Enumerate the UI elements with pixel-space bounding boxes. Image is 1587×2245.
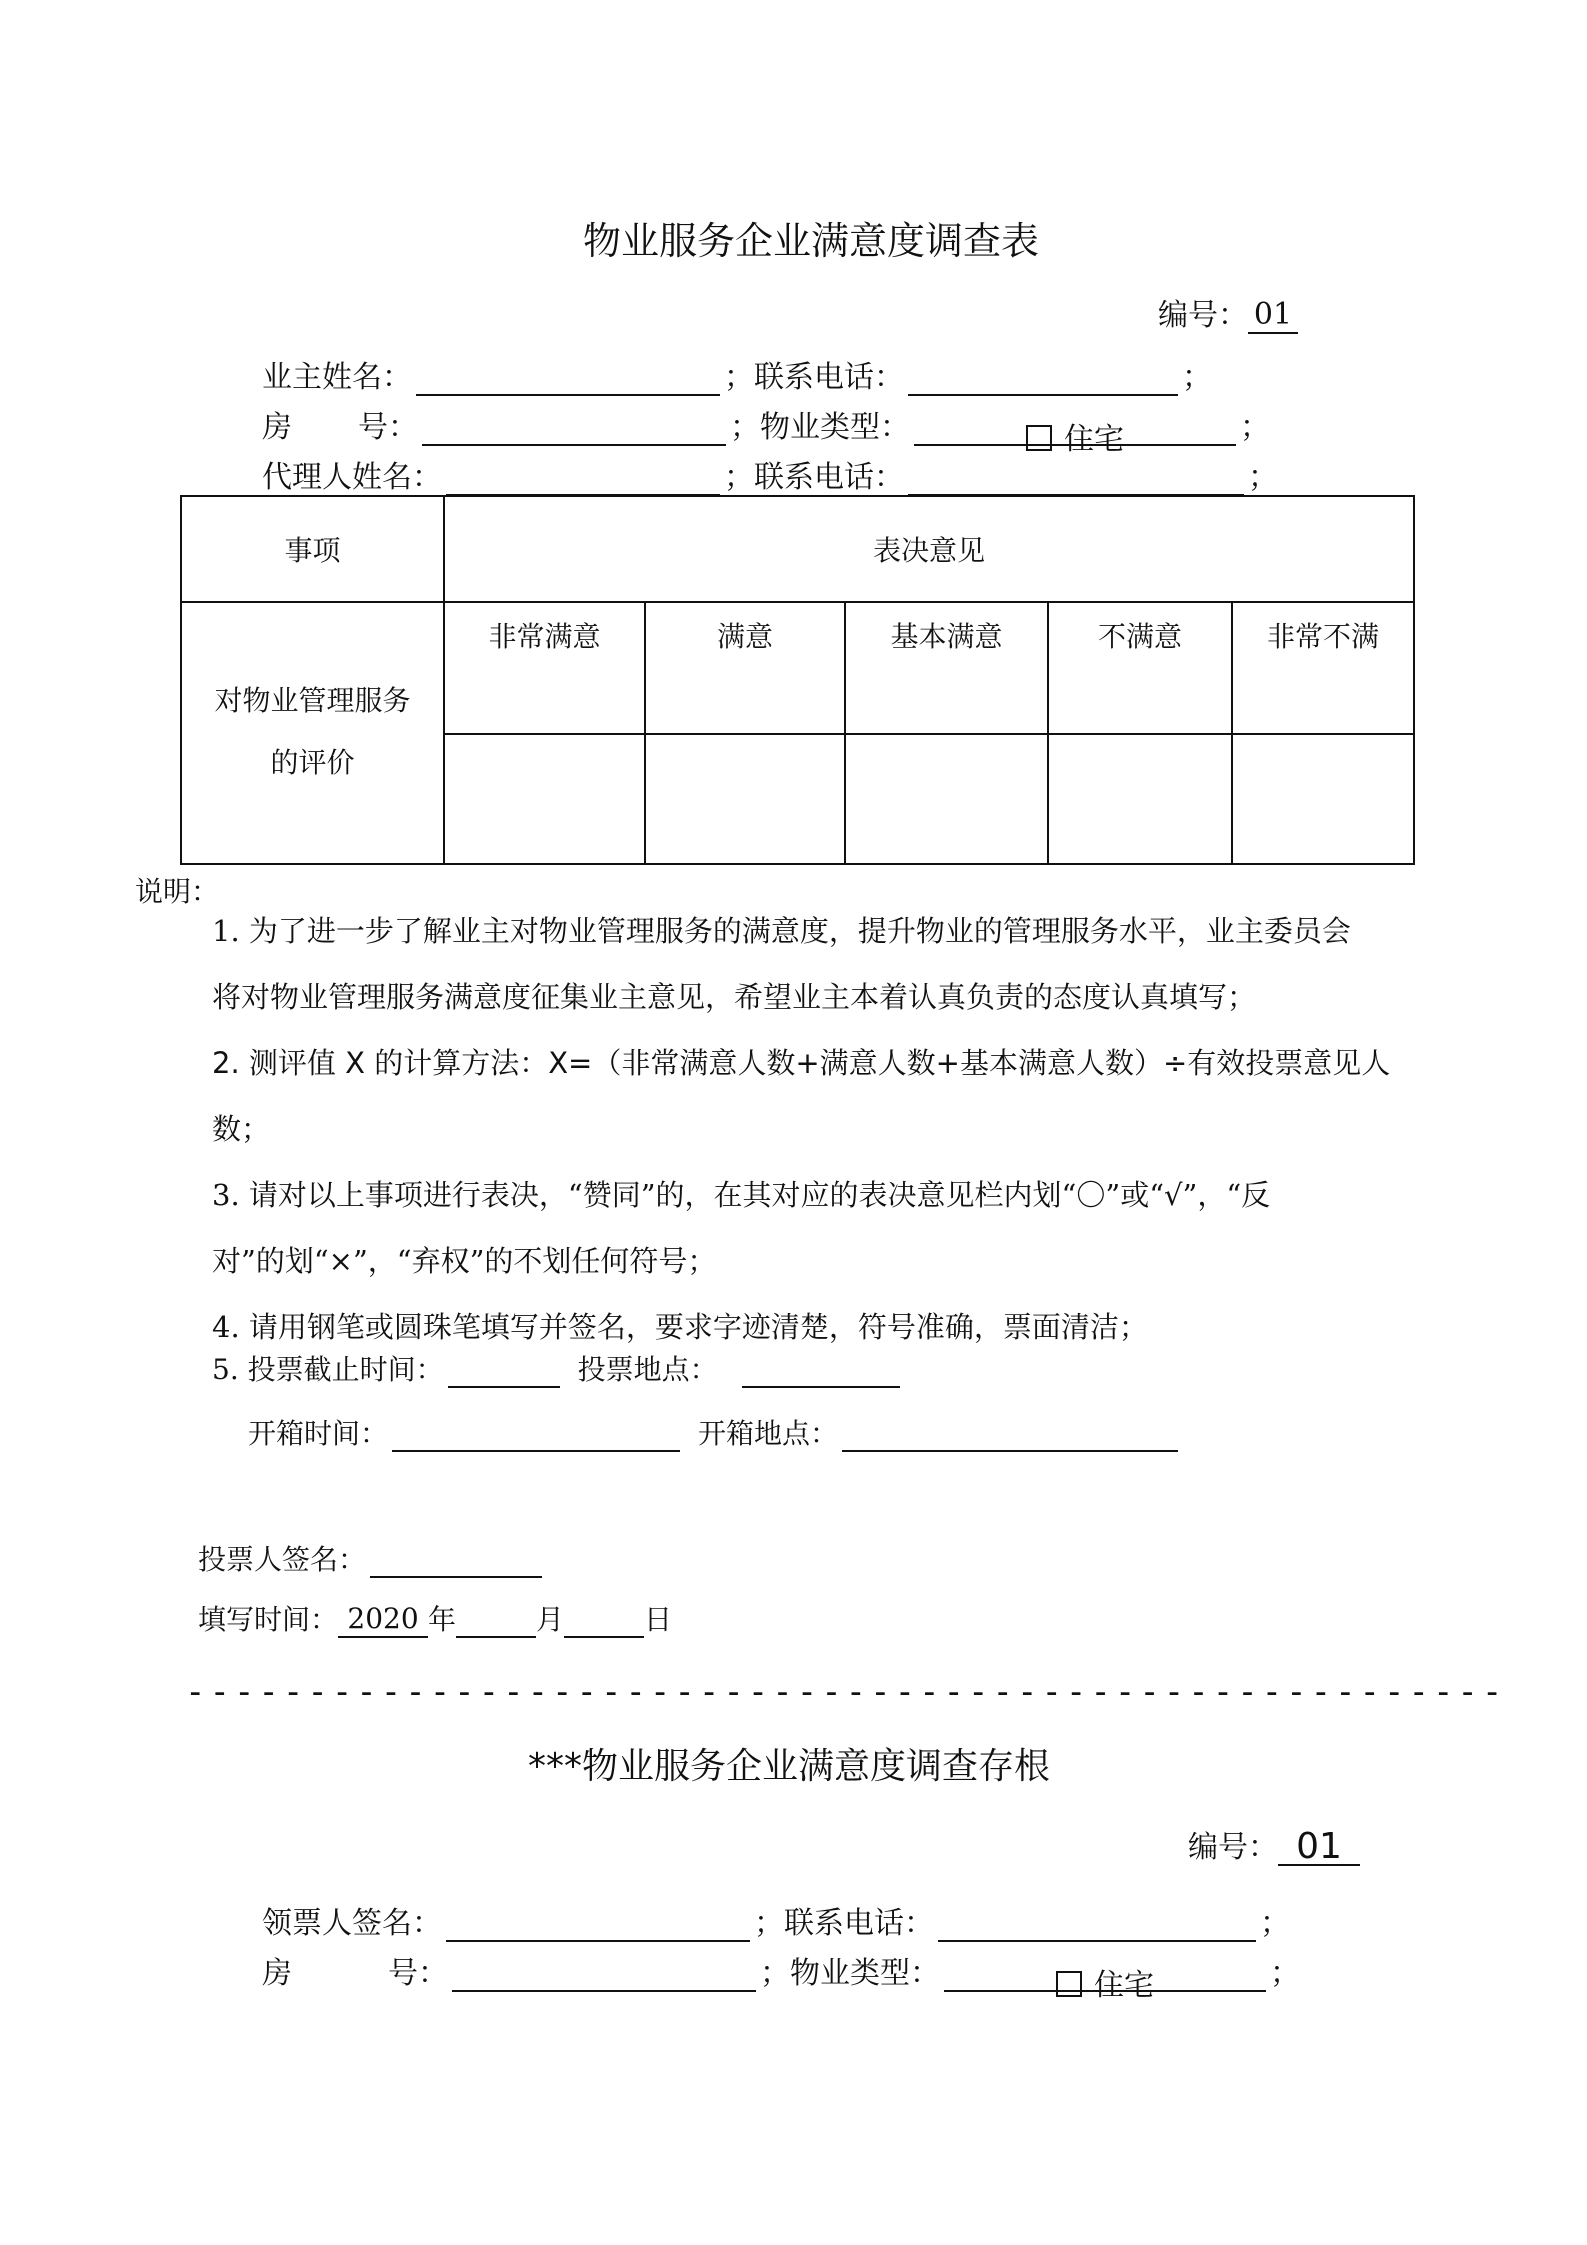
semicolon: ； [760,1956,790,1991]
option-satisfied: 满意 [716,620,773,653]
phone-label: 联系电话： [754,460,904,495]
note-item-3-line-2: 对”的划“×”，“弃权”的不划任何符号； [212,1244,717,1278]
property-type-label: 物业类型： [760,410,910,445]
vote-cell-very-satisfied[interactable] [445,735,644,863]
day-field[interactable] [564,1606,644,1638]
semicolon: ； [1260,1906,1290,1941]
fill-time-label: 填写时间： [198,1603,339,1636]
vote-deadline-row [212,1348,904,1388]
serial-value[interactable]: 01 [1248,298,1298,334]
open-box-row [248,1412,1182,1452]
vote-cell-very-dissatisfied[interactable] [1233,735,1413,863]
semicolon: ； [754,1906,784,1941]
open-time-label: 开箱时间： [248,1417,389,1450]
owner-name-field[interactable] [416,364,720,396]
stub-serial-number [1188,1822,1360,1866]
agent-row [262,452,1278,496]
stub-property-type-field [944,1960,1266,2003]
semicolon: ； [1240,410,1270,445]
vote-cell-dissatisfied[interactable] [1049,735,1231,863]
header-matter: 事项 [284,534,341,567]
serial-label: 编号： [1158,298,1248,333]
option-very-satisfied: 非常满意 [488,620,601,653]
semicolon: ； [1248,460,1278,495]
stub-room-number-field[interactable] [452,1960,756,1992]
semicolon: ； [724,460,754,495]
vote-deadline-field[interactable] [448,1356,560,1388]
voter-sign-row [198,1538,546,1578]
voter-sign-label: 投票人签名： [198,1543,367,1576]
row-label-line1: 对物业管理服务 [214,684,411,717]
stub-title: ***物业服务企业满意度调查存根 [528,1746,1051,1787]
receiver-sign-label: 领票人签名： [262,1906,442,1941]
year-field[interactable]: 2020 [338,1602,428,1638]
note-item-3-line-1: 3. 请对以上事项进行表决，“赞同”的，在其对应的表决意见栏内划“〇”或“√”，“反 [212,1178,1271,1212]
room-row [262,402,1270,457]
agent-phone-field[interactable] [908,464,1244,496]
stub-room-row [262,1948,1300,2003]
note-item-2-line-1: 2. 测评值 X 的计算方法：X=（非常满意人数+满意人数+基本满意人数）÷有效投票意见人 [212,1046,1391,1080]
month-field[interactable] [456,1606,536,1638]
year-label: 年 [428,1603,457,1636]
serial-number [1158,290,1298,334]
property-type-field [914,414,1236,457]
stub-property-type-label: 物业类型： [790,1956,940,1991]
open-place-field[interactable] [842,1420,1178,1452]
vote-deadline-label: 5. 投票截止时间： [212,1353,444,1386]
semicolon: ； [730,410,760,445]
agent-name-label: 代理人姓名： [262,460,442,495]
note-item-2-line-2: 数； [212,1112,271,1146]
room-number-field[interactable] [422,414,726,446]
option-basically-satisfied: 基本满意 [890,620,1003,653]
vote-place-field[interactable] [742,1356,900,1388]
stub-phone-field[interactable] [938,1910,1256,1942]
stub-room-label-a: 房 [262,1956,292,1991]
note-item-4: 4. 请用钢笔或圆珠笔填写并签名，要求字迹清楚，符号准确，票面清洁； [212,1310,1148,1344]
day-label: 日 [644,1603,673,1636]
checkbox-icon[interactable] [1026,425,1052,451]
month-label: 月 [536,1603,565,1636]
semicolon: ； [724,360,754,395]
stub-serial-label: 编号： [1188,1830,1278,1865]
vote-cell-basically-satisfied[interactable] [846,735,1047,863]
vote-place-label: 投票地点： [577,1353,718,1386]
voter-sign-field[interactable] [370,1546,542,1578]
vote-cell-satisfied[interactable] [646,735,844,863]
row-label-line2: 的评价 [270,746,355,779]
cut-line: ------------------------------------------------------ [185,1672,1507,1712]
phone-label: 联系电话： [754,360,904,395]
evaluation-table [180,495,1415,865]
owner-name-label: 业主姓名： [262,360,412,395]
receiver-sign-field[interactable] [446,1910,750,1942]
semicolon: ； [1270,1956,1300,1991]
open-time-field[interactable] [392,1420,680,1452]
owner-row [262,352,1212,396]
option-very-dissatisfied: 非常不满 [1266,620,1379,653]
page-title: 物业服务企业满意度调查表 [583,219,1040,263]
stub-property-type-value: 住宅 [1094,1968,1154,2003]
stub-room-label-b: 号： [388,1956,448,1991]
option-dissatisfied: 不满意 [1097,620,1182,653]
stub-receiver-row [262,1898,1290,1942]
room-label-b: 号： [358,410,418,445]
agent-name-field[interactable] [446,464,720,496]
property-type-value: 住宅 [1064,422,1124,457]
checkbox-icon[interactable] [1056,1971,1082,1997]
stub-phone-label: 联系电话： [784,1906,934,1941]
note-item-1-line-2: 将对物业管理服务满意度征集业主意见，希望业主本着认真负责的态度认真填写； [212,980,1257,1014]
open-place-label: 开箱地点： [698,1417,839,1450]
stub-serial-value[interactable]: 01 [1278,1830,1360,1866]
fill-time-row [198,1598,672,1638]
owner-phone-field[interactable] [908,364,1178,396]
header-opinion: 表决意见 [872,534,985,567]
row-label [182,601,443,863]
room-label-a: 房 [262,410,292,445]
semicolon: ； [1182,360,1212,395]
notes-heading: 说明： [135,875,220,908]
note-item-1-line-1: 1. 为了进一步了解业主对物业管理服务的满意度，提升物业的管理服务水平，业主委员会 [212,914,1351,948]
